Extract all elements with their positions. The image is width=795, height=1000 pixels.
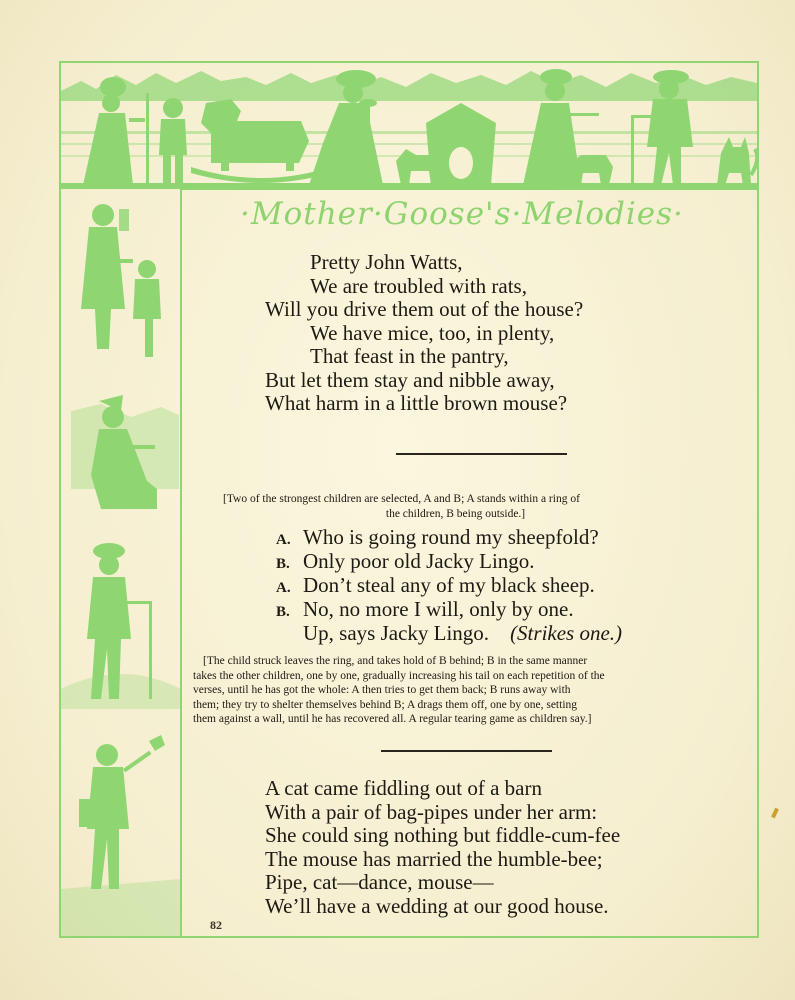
speaker-label: B. [276, 604, 290, 620]
dialogue-line [276, 573, 622, 597]
poem-line: What harm in a little brown mouse? [265, 391, 568, 415]
poem-line: We are troubled with rats, [310, 273, 527, 298]
speaker-label: A. [276, 580, 291, 596]
note-line: verses, until he has got the whole: A then tries to get them back; B runs away with [193, 684, 571, 696]
dialogue-line [276, 549, 622, 573]
speaker-label: A. [276, 532, 291, 548]
poem-line: That feast in the pantry, [310, 344, 509, 368]
game-dialogue [276, 525, 622, 645]
dialogue-text: Don’t steal any of my black sheep. [303, 573, 595, 597]
poem-line: With a pair of bag-pipes under her arm: [265, 799, 598, 824]
poem-line: Will you drive them out of the house? [265, 297, 584, 321]
poem-line: We’ll have a wedding at our good house. [265, 893, 609, 918]
section-divider [381, 750, 552, 752]
dialogue-text: Who is going round my sheepfold? [303, 525, 599, 549]
section-divider [396, 453, 567, 455]
inner-border-horizontal [180, 188, 757, 190]
dialogue-line [276, 621, 622, 645]
dialogue-line [276, 525, 622, 549]
inner-border-vertical [180, 189, 182, 936]
poem-line: But let them stay and nibble away, [265, 367, 555, 392]
speaker-label: B. [276, 556, 290, 572]
poem-pretty-john-watts [265, 251, 583, 416]
poem-line: Pipe, cat—dance, mouse— [265, 870, 494, 894]
stage-direction: (Strikes one.) [510, 621, 623, 645]
game-intro-note [223, 492, 723, 521]
page-title: ·Mother·Goose's·Melodies· [240, 196, 684, 232]
game-directions-note [193, 654, 716, 727]
note-line: them against a wall, until he has recovered all. A regular tearing game as children say.] [193, 713, 592, 725]
note-line: the children, B being outside.] [385, 507, 526, 520]
note-line: takes the other children, one by one, gradually increasing his tail on each repetition of the [193, 669, 605, 682]
poem-line: We have mice, too, in plenty, [310, 320, 555, 345]
note-line: [Two of the strongest children are selected, A and B; A stands within a ring of [223, 493, 580, 505]
note-line: [The child struck leaves the ring, and takes hold of B behind; B in the same manner [203, 655, 588, 667]
dialogue-text: No, no more I will, only by one. [303, 597, 574, 621]
poem-cat-came-fiddling [265, 777, 620, 918]
margin-mark [771, 808, 779, 819]
page-number: 82 [210, 918, 222, 932]
poem-line: A cat came fiddling out of a barn [265, 776, 542, 800]
dialogue-text: Only poor old Jacky Lingo. [303, 549, 535, 573]
poem-line: Pretty John Watts, [310, 250, 463, 274]
dialogue-text: Up, says Jacky Lingo. [303, 621, 490, 645]
poem-line: She could sing nothing but fiddle-cum-fee [265, 823, 621, 847]
poem-line: The mouse has married the humble-bee; [265, 846, 603, 871]
note-line: them; they try to shelter themselves behind B; A drags them off, one by one, setting [193, 698, 578, 711]
dialogue-line [276, 597, 622, 621]
